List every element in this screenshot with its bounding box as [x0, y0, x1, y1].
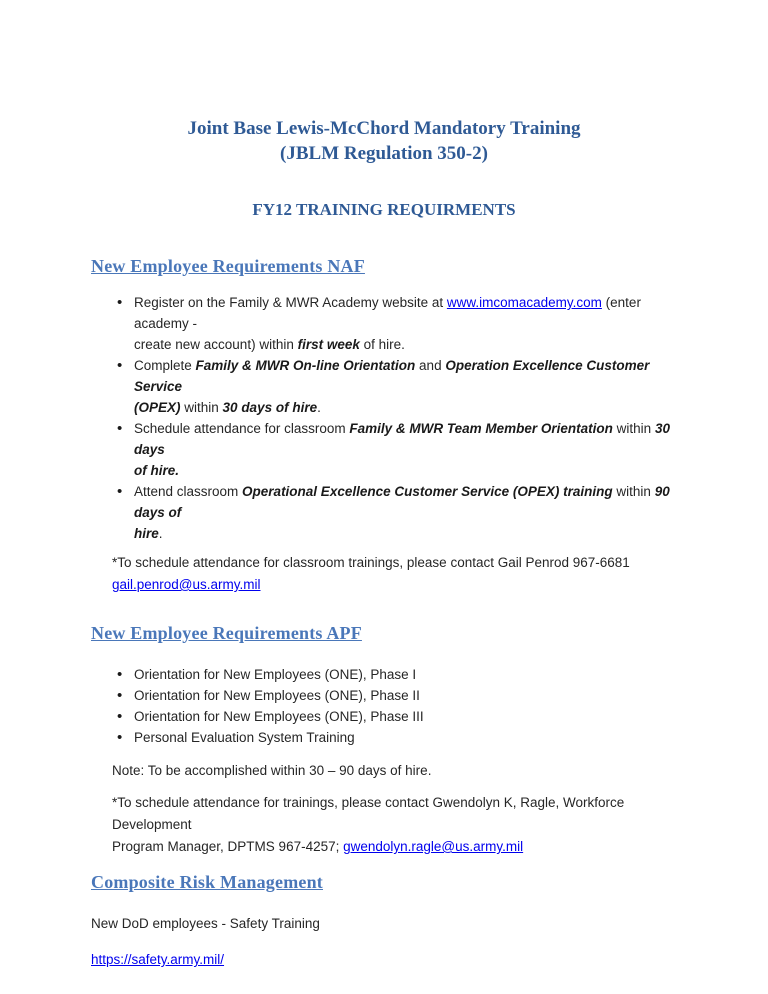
text-run: Personal Evaluation System Training: [134, 730, 355, 745]
section-heading-naf: New Employee Requirements NAF: [91, 256, 365, 276]
naf-bullet-complete-orientation: [91, 355, 677, 418]
text-run: Attend classroom: [134, 484, 243, 499]
text-run: Schedule attendance for classroom: [134, 421, 350, 436]
crm-safety-link-line: [91, 949, 677, 971]
emphasis-text: 90 days of: [134, 484, 670, 520]
emphasis-text: (OPEX): [134, 400, 181, 415]
title-line-1: Joint Base Lewis-McChord Mandatory Training: [187, 118, 581, 139]
emphasis-text: first week: [297, 337, 360, 352]
hyperlink[interactable]: www.imcomacademy.com: [446, 295, 602, 310]
emphasis-text: 30 days: [134, 421, 670, 457]
text-run: create new account) within: [134, 337, 298, 352]
section-heading-apf: New Employee Requirements APF: [91, 623, 362, 643]
naf-bullet-register: [91, 292, 677, 355]
text-run: Orientation for New Employees (ONE), Phase II: [134, 688, 420, 703]
emphasis-text: Operational Excellence Customer Service (OPEX) training: [242, 484, 613, 499]
text-run: .: [158, 526, 163, 541]
naf-bullet-schedule-classroom: [91, 418, 677, 481]
document-title: [91, 116, 677, 166]
text-run: within: [180, 400, 223, 415]
text-run: *To schedule attendance for classroom trainings, please contact Gail Penrod 967-6681: [112, 555, 630, 570]
apf-bullet-one-phase-3: [91, 706, 677, 727]
text-run: .: [317, 400, 321, 415]
text-run: Register on the Family & MWR Academy website at: [134, 295, 447, 310]
crm-body-text: [91, 913, 677, 935]
apf-bullet-one-phase-1: [91, 664, 677, 685]
apf-bullet-list: [91, 664, 677, 748]
text-run: Note: To be accomplished within 30 – 90 days of hire.: [112, 763, 432, 778]
text-run: Orientation for New Employees (ONE), Phase III: [134, 709, 424, 724]
naf-bullet-list: [91, 292, 677, 544]
apf-bullet-one-phase-2: [91, 685, 677, 706]
text-run: Orientation for New Employees (ONE), Phase I: [134, 667, 417, 682]
emphasis-text: 30 days of hire: [222, 400, 318, 415]
text-run: *To schedule attendance for trainings, please contact Gwendolyn K, Ragle, Workforce Development: [112, 795, 625, 832]
naf-contact-note: [112, 552, 677, 596]
text-run: of hire.: [359, 337, 405, 352]
hyperlink[interactable]: gwendolyn.ragle@us.army.mil: [343, 839, 524, 854]
apf-bullet-personal-evaluation: [91, 727, 677, 748]
hyperlink[interactable]: gail.penrod@us.army.mil: [112, 577, 261, 592]
emphasis-text: Operation Excellence Customer Service: [134, 358, 650, 394]
section-heading-crm: Composite Risk Management: [91, 872, 323, 892]
emphasis-text: of hire.: [134, 463, 180, 478]
title-line-2: (JBLM Regulation 350-2): [280, 143, 488, 164]
text-run: New DoD employees - Safety Training: [91, 916, 320, 931]
text-run: within: [612, 484, 655, 499]
emphasis-text: hire: [134, 526, 159, 541]
naf-bullet-attend-opex: [91, 481, 677, 544]
text-run: within: [612, 421, 655, 436]
hyperlink[interactable]: https://safety.army.mil/: [91, 952, 225, 967]
text-run: (enter academy -: [134, 295, 641, 331]
document-subtitle: FY12 TRAINING REQUIRMENTS: [252, 200, 516, 219]
emphasis-text: Family & MWR Team Member Orientation: [349, 421, 613, 436]
apf-contact-note: [112, 792, 677, 858]
text-run: Program Manager, DPTMS 967-4257;: [112, 839, 344, 854]
apf-timing-note: [112, 760, 677, 782]
emphasis-text: Family & MWR On-line Orientation: [195, 358, 416, 373]
text-run: Complete: [134, 358, 196, 373]
text-run: and: [415, 358, 446, 373]
